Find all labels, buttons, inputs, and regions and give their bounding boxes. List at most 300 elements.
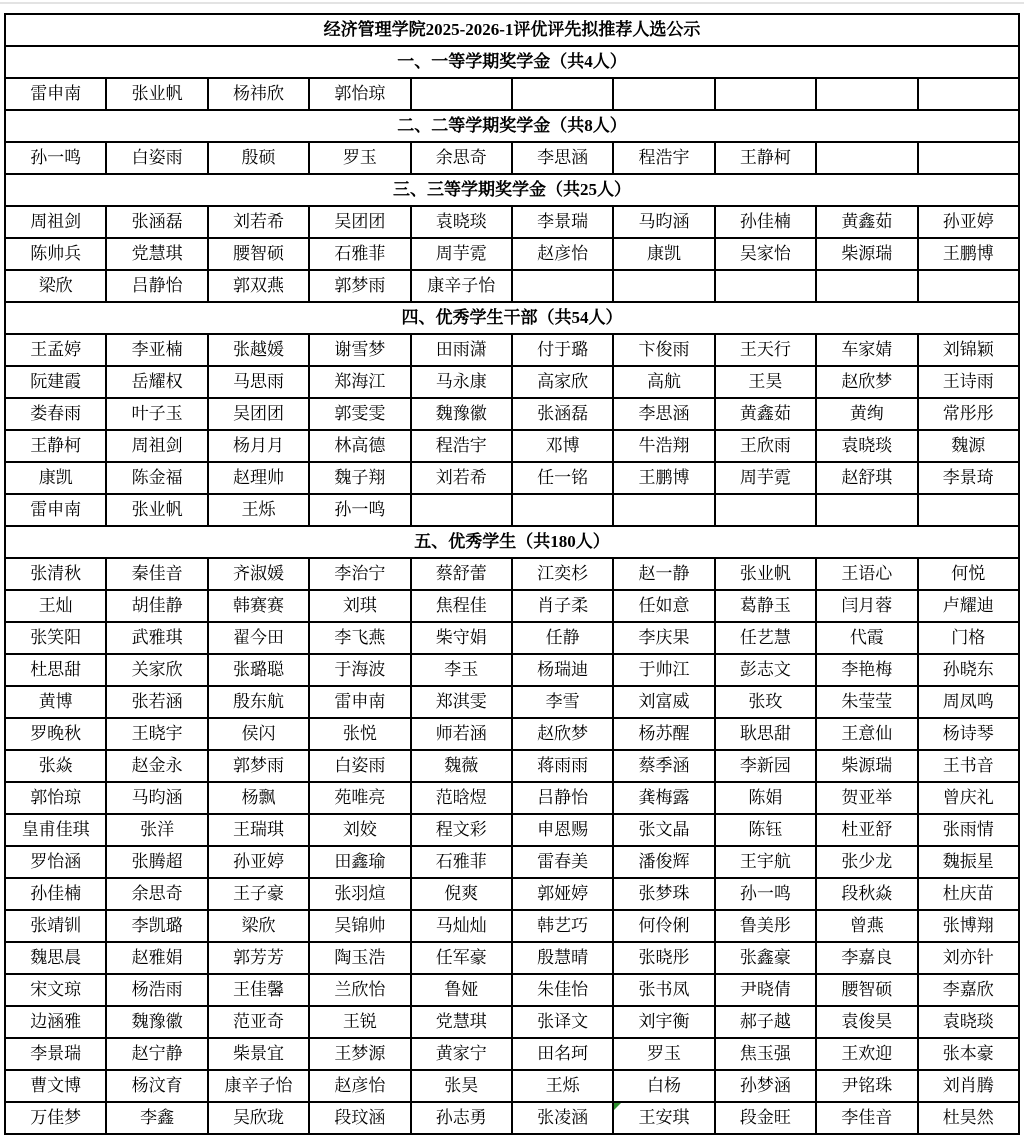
name-cell: 彭志文 xyxy=(715,654,816,686)
name-row xyxy=(5,942,1019,974)
name-row xyxy=(5,494,1019,526)
name-cell: 梁欣 xyxy=(5,270,106,302)
name-cell: 李思涵 xyxy=(613,398,714,430)
name-cell: 肖子柔 xyxy=(512,590,613,622)
name-cell: 张若涵 xyxy=(106,686,207,718)
name-cell: 马昀涵 xyxy=(613,206,714,238)
name-cell: 曾庆礼 xyxy=(918,782,1019,814)
name-cell: 张焱 xyxy=(5,750,106,782)
name-cell: 罗怡涵 xyxy=(5,846,106,878)
name-cell: 张鑫豪 xyxy=(715,942,816,974)
name-cell: 杨飘 xyxy=(208,782,309,814)
name-cell: 吴欣珑 xyxy=(208,1102,309,1134)
name-cell: 葛静玉 xyxy=(715,590,816,622)
name-cell: 田名珂 xyxy=(512,1038,613,1070)
name-row xyxy=(5,430,1019,462)
name-cell: 周芋霓 xyxy=(411,238,512,270)
name-cell: 蔡舒蕾 xyxy=(411,558,512,590)
name-cell: 马思雨 xyxy=(208,366,309,398)
empty-cell xyxy=(918,270,1019,302)
name-cell: 郝子越 xyxy=(715,1006,816,1038)
name-cell: 段玟涵 xyxy=(309,1102,410,1134)
empty-cell xyxy=(816,270,917,302)
name-cell: 侯闪 xyxy=(208,718,309,750)
name-cell: 郭梦雨 xyxy=(208,750,309,782)
name-cell: 刘锦颖 xyxy=(918,334,1019,366)
name-cell: 曾燕 xyxy=(816,910,917,942)
name-cell: 魏子翔 xyxy=(309,462,410,494)
name-cell: 朱莹莹 xyxy=(816,686,917,718)
name-row xyxy=(5,270,1019,302)
name-cell: 孙亚婷 xyxy=(918,206,1019,238)
name-cell: 张悦 xyxy=(309,718,410,750)
name-cell: 王鹏博 xyxy=(613,462,714,494)
name-cell: 范亚奇 xyxy=(208,1006,309,1038)
name-cell: 万佳梦 xyxy=(5,1102,106,1134)
name-cell: 杨浩雨 xyxy=(106,974,207,1006)
name-cell: 李艳梅 xyxy=(816,654,917,686)
name-cell: 刘琪 xyxy=(309,590,410,622)
name-cell: 李飞燕 xyxy=(309,622,410,654)
name-cell: 罗玉 xyxy=(309,142,410,174)
name-cell: 张涵磊 xyxy=(106,206,207,238)
name-cell: 王烁 xyxy=(208,494,309,526)
name-cell: 潘俊辉 xyxy=(613,846,714,878)
name-cell: 赵雅娟 xyxy=(106,942,207,974)
title-row xyxy=(5,14,1019,46)
name-cell: 李景瑞 xyxy=(5,1038,106,1070)
section-header-row xyxy=(5,302,1019,334)
name-cell: 郭怡琼 xyxy=(5,782,106,814)
name-cell: 柴景宜 xyxy=(208,1038,309,1070)
name-cell: 宋文琼 xyxy=(5,974,106,1006)
section-header: 四、优秀学生干部（共54人） xyxy=(5,302,1019,334)
name-cell: 李思涵 xyxy=(512,142,613,174)
name-cell: 吕静怡 xyxy=(106,270,207,302)
name-cell: 岳耀权 xyxy=(106,366,207,398)
name-cell: 付于璐 xyxy=(512,334,613,366)
name-cell: 倪爽 xyxy=(411,878,512,910)
name-cell: 牛浩翔 xyxy=(613,430,714,462)
name-cell: 黄博 xyxy=(5,686,106,718)
name-cell: 张本豪 xyxy=(918,1038,1019,1070)
name-cell: 陈娟 xyxy=(715,782,816,814)
name-cell: 杜思甜 xyxy=(5,654,106,686)
name-cell: 孙亚婷 xyxy=(208,846,309,878)
name-cell: 王欣雨 xyxy=(715,430,816,462)
name-cell: 李嘉欣 xyxy=(918,974,1019,1006)
name-cell: 魏豫徽 xyxy=(411,398,512,430)
name-cell: 马昀涵 xyxy=(106,782,207,814)
name-cell: 黄家宁 xyxy=(411,1038,512,1070)
name-cell: 蔡季涵 xyxy=(613,750,714,782)
name-cell: 谢雪梦 xyxy=(309,334,410,366)
name-row xyxy=(5,1006,1019,1038)
name-cell: 邓博 xyxy=(512,430,613,462)
name-cell: 孙一鸣 xyxy=(5,142,106,174)
name-cell: 鲁美彤 xyxy=(715,910,816,942)
name-cell: 魏思晨 xyxy=(5,942,106,974)
empty-cell xyxy=(613,494,714,526)
name-cell: 孙志勇 xyxy=(411,1102,512,1134)
name-cell: 赵欣梦 xyxy=(512,718,613,750)
name-cell: 张靖钏 xyxy=(5,910,106,942)
empty-cell xyxy=(613,78,714,110)
page-top-divider xyxy=(0,2,1024,4)
name-cell: 闫月蓉 xyxy=(816,590,917,622)
name-cell: 黄鑫茹 xyxy=(715,398,816,430)
name-cell: 赵宁静 xyxy=(106,1038,207,1070)
name-cell: 杨祎欣 xyxy=(208,78,309,110)
name-cell: 张雨情 xyxy=(918,814,1019,846)
name-cell: 于帅江 xyxy=(613,654,714,686)
name-cell: 柴源瑞 xyxy=(816,238,917,270)
name-cell: 张书凤 xyxy=(613,974,714,1006)
name-cell: 李玉 xyxy=(411,654,512,686)
name-row xyxy=(5,462,1019,494)
name-cell: 张涵磊 xyxy=(512,398,613,430)
name-cell: 王意仙 xyxy=(816,718,917,750)
name-cell: 赵彦怡 xyxy=(512,238,613,270)
name-cell: 张业帆 xyxy=(106,494,207,526)
empty-cell xyxy=(816,494,917,526)
name-cell: 皇甫佳琪 xyxy=(5,814,106,846)
name-cell: 韩赛赛 xyxy=(208,590,309,622)
empty-cell xyxy=(715,78,816,110)
section-header-row xyxy=(5,526,1019,558)
name-cell: 张腾超 xyxy=(106,846,207,878)
section-header-row xyxy=(5,46,1019,78)
name-cell: 任静 xyxy=(512,622,613,654)
name-cell: 郭娅婷 xyxy=(512,878,613,910)
empty-cell xyxy=(816,78,917,110)
name-cell: 于海波 xyxy=(309,654,410,686)
name-cell: 李雪 xyxy=(512,686,613,718)
name-cell: 吴团团 xyxy=(208,398,309,430)
name-cell: 殷慧晴 xyxy=(512,942,613,974)
name-cell: 白姿雨 xyxy=(106,142,207,174)
name-cell: 袁俊昊 xyxy=(816,1006,917,1038)
name-cell: 王梦源 xyxy=(309,1038,410,1070)
name-cell: 王子豪 xyxy=(208,878,309,910)
name-cell: 李新园 xyxy=(715,750,816,782)
name-cell: 雷申南 xyxy=(5,78,106,110)
name-cell: 李佳音 xyxy=(816,1102,917,1134)
name-row xyxy=(5,814,1019,846)
name-cell: 张梦珠 xyxy=(613,878,714,910)
name-row xyxy=(5,78,1019,110)
name-cell: 郑淇雯 xyxy=(411,686,512,718)
name-cell: 黄鑫茹 xyxy=(816,206,917,238)
name-row xyxy=(5,142,1019,174)
name-cell: 鲁娅 xyxy=(411,974,512,1006)
name-cell: 石雅菲 xyxy=(411,846,512,878)
name-cell: 郭雯雯 xyxy=(309,398,410,430)
section-header-row xyxy=(5,110,1019,142)
name-cell: 范晗煜 xyxy=(411,782,512,814)
name-cell: 王孟婷 xyxy=(5,334,106,366)
name-cell: 王瑞琪 xyxy=(208,814,309,846)
name-cell: 尹晓倩 xyxy=(715,974,816,1006)
name-cell: 石雅菲 xyxy=(309,238,410,270)
empty-cell xyxy=(613,270,714,302)
name-cell: 王昊 xyxy=(715,366,816,398)
name-cell: 赵一静 xyxy=(613,558,714,590)
name-cell: 李景瑞 xyxy=(512,206,613,238)
name-cell: 李凯璐 xyxy=(106,910,207,942)
name-cell: 李亚楠 xyxy=(106,334,207,366)
name-cell: 周凤鸣 xyxy=(918,686,1019,718)
name-cell: 孙晓东 xyxy=(918,654,1019,686)
name-row xyxy=(5,654,1019,686)
name-cell: 张晓彤 xyxy=(613,942,714,974)
name-row xyxy=(5,206,1019,238)
name-cell: 孙佳楠 xyxy=(5,878,106,910)
name-cell: 袁晓琰 xyxy=(816,430,917,462)
name-row xyxy=(5,1070,1019,1102)
name-cell: 王灿 xyxy=(5,590,106,622)
name-cell: 张玫 xyxy=(715,686,816,718)
name-cell: 张羽煊 xyxy=(309,878,410,910)
empty-cell xyxy=(411,494,512,526)
name-cell: 柴守娟 xyxy=(411,622,512,654)
name-cell: 袁晓琰 xyxy=(918,1006,1019,1038)
name-cell: 魏源 xyxy=(918,430,1019,462)
name-cell: 贺亚举 xyxy=(816,782,917,814)
name-cell: 王安琪 xyxy=(613,1102,714,1134)
name-cell: 任一铭 xyxy=(512,462,613,494)
name-cell: 袁晓琰 xyxy=(411,206,512,238)
name-cell: 张清秋 xyxy=(5,558,106,590)
name-cell: 师若涵 xyxy=(411,718,512,750)
name-cell: 尹铭珠 xyxy=(816,1070,917,1102)
name-cell: 车家婧 xyxy=(816,334,917,366)
name-cell: 吴家怡 xyxy=(715,238,816,270)
name-cell: 蒋雨雨 xyxy=(512,750,613,782)
name-cell: 罗玉 xyxy=(613,1038,714,1070)
empty-cell xyxy=(918,142,1019,174)
name-cell: 杨苏醒 xyxy=(613,718,714,750)
name-row xyxy=(5,910,1019,942)
name-cell: 李治宁 xyxy=(309,558,410,590)
empty-cell xyxy=(918,494,1019,526)
name-cell: 柴源瑞 xyxy=(816,750,917,782)
name-cell: 王诗雨 xyxy=(918,366,1019,398)
name-cell: 周祖剑 xyxy=(106,430,207,462)
name-cell: 赵金永 xyxy=(106,750,207,782)
name-cell: 郭双燕 xyxy=(208,270,309,302)
name-cell: 张璐聪 xyxy=(208,654,309,686)
name-row xyxy=(5,846,1019,878)
name-cell: 周祖剑 xyxy=(5,206,106,238)
name-cell: 刘富威 xyxy=(613,686,714,718)
name-row xyxy=(5,686,1019,718)
name-cell: 关家欣 xyxy=(106,654,207,686)
name-cell: 高航 xyxy=(613,366,714,398)
name-cell: 何伶俐 xyxy=(613,910,714,942)
name-cell: 王烁 xyxy=(512,1070,613,1102)
name-cell: 田雨潇 xyxy=(411,334,512,366)
name-cell: 张少龙 xyxy=(816,846,917,878)
name-cell: 赵舒琪 xyxy=(816,462,917,494)
name-cell: 白杨 xyxy=(613,1070,714,1102)
name-cell: 魏薇 xyxy=(411,750,512,782)
name-cell: 陈金福 xyxy=(106,462,207,494)
name-cell: 焦程佳 xyxy=(411,590,512,622)
name-cell: 赵欣梦 xyxy=(816,366,917,398)
name-cell: 娄春雨 xyxy=(5,398,106,430)
empty-cell xyxy=(512,78,613,110)
name-cell: 王静柯 xyxy=(5,430,106,462)
name-cell: 王天行 xyxy=(715,334,816,366)
name-cell: 杜昊然 xyxy=(918,1102,1019,1134)
name-row xyxy=(5,238,1019,270)
name-cell: 何悦 xyxy=(918,558,1019,590)
name-cell: 张博翔 xyxy=(918,910,1019,942)
name-cell: 陈钰 xyxy=(715,814,816,846)
name-cell: 叶子玉 xyxy=(106,398,207,430)
name-cell: 魏振星 xyxy=(918,846,1019,878)
name-cell: 江奕杉 xyxy=(512,558,613,590)
name-row xyxy=(5,1038,1019,1070)
name-cell: 赵彦怡 xyxy=(309,1070,410,1102)
name-cell: 殷东航 xyxy=(208,686,309,718)
name-cell: 田鑫瑜 xyxy=(309,846,410,878)
name-cell: 韩艺巧 xyxy=(512,910,613,942)
name-cell: 王语心 xyxy=(816,558,917,590)
name-cell: 马永康 xyxy=(411,366,512,398)
name-cell: 张凌涵 xyxy=(512,1102,613,1134)
name-cell: 王静柯 xyxy=(715,142,816,174)
name-cell: 陶玉浩 xyxy=(309,942,410,974)
name-cell: 张越媛 xyxy=(208,334,309,366)
name-cell: 马灿灿 xyxy=(411,910,512,942)
name-cell: 雷申南 xyxy=(5,494,106,526)
name-cell: 门格 xyxy=(918,622,1019,654)
name-cell: 林高德 xyxy=(309,430,410,462)
name-cell: 魏豫徽 xyxy=(106,1006,207,1038)
name-cell: 张文晶 xyxy=(613,814,714,846)
name-cell: 孙梦涵 xyxy=(715,1070,816,1102)
name-cell: 康凯 xyxy=(613,238,714,270)
name-cell: 王书音 xyxy=(918,750,1019,782)
name-cell: 吕静怡 xyxy=(512,782,613,814)
name-cell: 段秋焱 xyxy=(816,878,917,910)
name-cell: 杨月月 xyxy=(208,430,309,462)
name-cell: 李嘉良 xyxy=(816,942,917,974)
name-cell: 孙佳楠 xyxy=(715,206,816,238)
section-header: 一、一等学期奖学金（共4人） xyxy=(5,46,1019,78)
name-cell: 康辛子怡 xyxy=(208,1070,309,1102)
name-cell: 苑唯亮 xyxy=(309,782,410,814)
name-cell: 梁欣 xyxy=(208,910,309,942)
name-cell: 康辛子怡 xyxy=(411,270,512,302)
name-cell: 孙一鸣 xyxy=(715,878,816,910)
name-cell: 刘姣 xyxy=(309,814,410,846)
name-cell: 张业帆 xyxy=(715,558,816,590)
name-cell: 王佳馨 xyxy=(208,974,309,1006)
name-cell: 腰智硕 xyxy=(208,238,309,270)
name-cell: 秦佳音 xyxy=(106,558,207,590)
name-cell: 常彤彤 xyxy=(918,398,1019,430)
name-cell: 王宇航 xyxy=(715,846,816,878)
name-row xyxy=(5,718,1019,750)
name-cell: 郭怡琼 xyxy=(309,78,410,110)
name-cell: 王鹏博 xyxy=(918,238,1019,270)
recommendation-table xyxy=(4,13,1020,1135)
name-cell: 杨瑞迪 xyxy=(512,654,613,686)
name-cell: 卞俊雨 xyxy=(613,334,714,366)
empty-cell xyxy=(715,494,816,526)
name-cell: 任艺慧 xyxy=(715,622,816,654)
name-cell: 腰智硕 xyxy=(816,974,917,1006)
name-cell: 杜亚舒 xyxy=(816,814,917,846)
name-cell: 任军豪 xyxy=(411,942,512,974)
name-row xyxy=(5,782,1019,814)
name-cell: 李景琦 xyxy=(918,462,1019,494)
name-cell: 吴团团 xyxy=(309,206,410,238)
empty-cell xyxy=(918,78,1019,110)
comment-triangle-icon xyxy=(614,1103,621,1110)
name-cell: 张译文 xyxy=(512,1006,613,1038)
name-cell: 吴锦帅 xyxy=(309,910,410,942)
name-row xyxy=(5,558,1019,590)
name-cell: 党慧琪 xyxy=(106,238,207,270)
name-cell: 张洋 xyxy=(106,814,207,846)
name-cell: 张业帆 xyxy=(106,78,207,110)
name-cell: 黄绚 xyxy=(816,398,917,430)
name-cell: 李鑫 xyxy=(106,1102,207,1134)
empty-cell xyxy=(512,270,613,302)
name-cell: 朱佳怡 xyxy=(512,974,613,1006)
name-cell: 武雅琪 xyxy=(106,622,207,654)
name-cell: 王欢迎 xyxy=(816,1038,917,1070)
name-cell: 杜庆苗 xyxy=(918,878,1019,910)
name-cell: 赵理帅 xyxy=(208,462,309,494)
name-cell: 段金旺 xyxy=(715,1102,816,1134)
name-cell: 曹文博 xyxy=(5,1070,106,1102)
name-cell: 任如意 xyxy=(613,590,714,622)
name-cell: 程浩宇 xyxy=(411,430,512,462)
name-cell: 张笑阳 xyxy=(5,622,106,654)
table-body xyxy=(5,14,1019,1134)
name-cell: 阮建霞 xyxy=(5,366,106,398)
name-cell: 卢耀迪 xyxy=(918,590,1019,622)
name-cell: 周芋霓 xyxy=(715,462,816,494)
name-row xyxy=(5,334,1019,366)
section-header-row xyxy=(5,174,1019,206)
name-cell: 齐淑媛 xyxy=(208,558,309,590)
section-header: 五、优秀学生（共180人） xyxy=(5,526,1019,558)
name-cell: 余思奇 xyxy=(411,142,512,174)
empty-cell xyxy=(816,142,917,174)
name-cell: 程浩宇 xyxy=(613,142,714,174)
name-row xyxy=(5,750,1019,782)
name-row xyxy=(5,1102,1019,1134)
name-cell: 白姿雨 xyxy=(309,750,410,782)
name-cell: 刘亦针 xyxy=(918,942,1019,974)
name-cell: 刘若希 xyxy=(411,462,512,494)
name-cell: 余思奇 xyxy=(106,878,207,910)
name-cell: 郭梦雨 xyxy=(309,270,410,302)
name-cell: 杨诗琴 xyxy=(918,718,1019,750)
name-cell: 焦玉强 xyxy=(715,1038,816,1070)
name-cell: 刘宇衡 xyxy=(613,1006,714,1038)
name-cell: 胡佳静 xyxy=(106,590,207,622)
name-cell: 边涵雅 xyxy=(5,1006,106,1038)
name-cell: 代霞 xyxy=(816,622,917,654)
name-cell: 兰欣怡 xyxy=(309,974,410,1006)
